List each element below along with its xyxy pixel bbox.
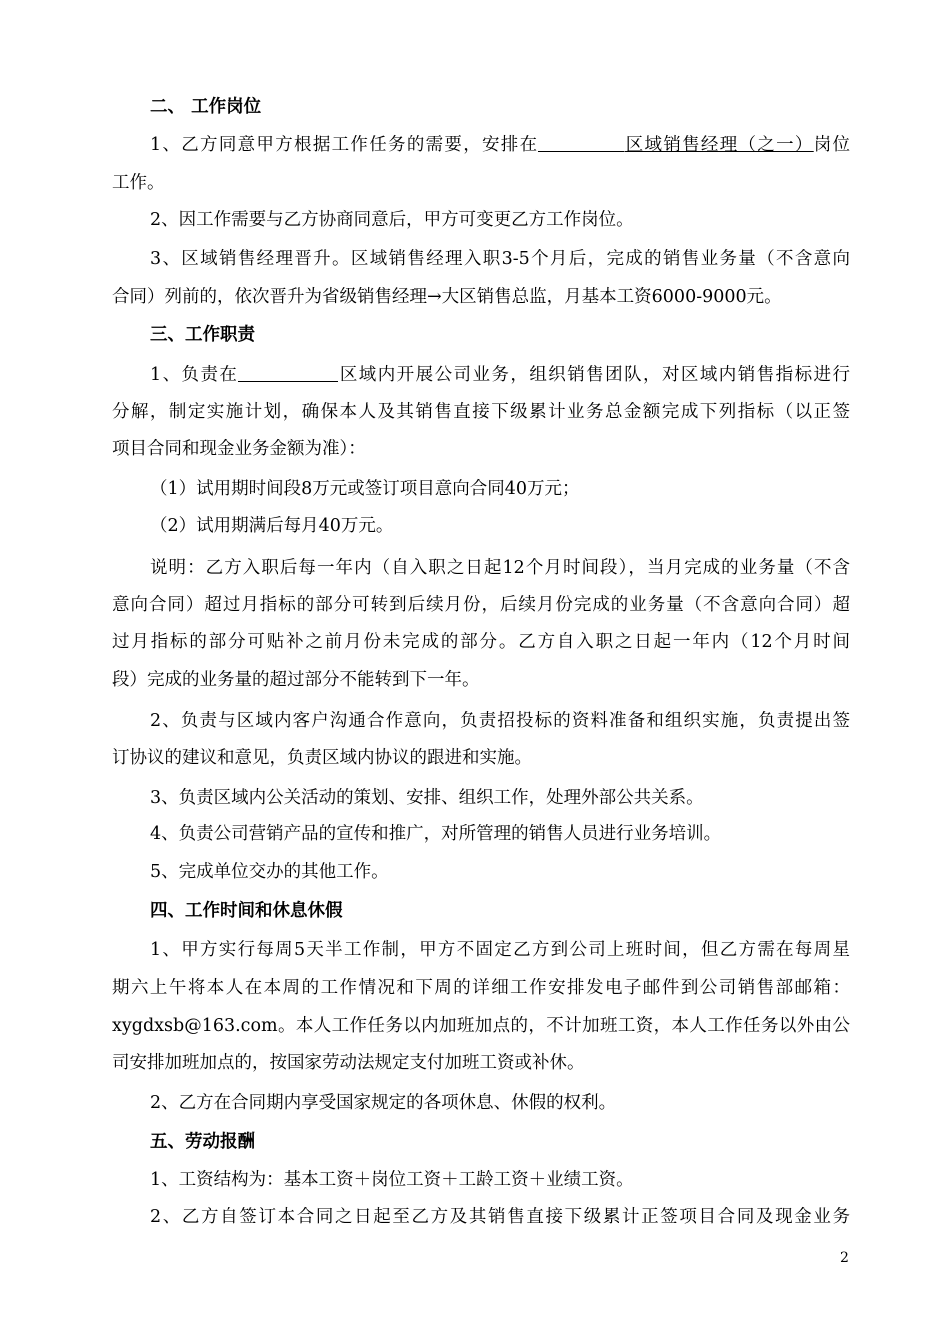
text-line: 司安排加班加点的，按国家劳动法规定支付加班工资或补休。 xyxy=(112,1053,585,1073)
text-segment: 1、乙方同意甲方根据工作任务的需要，安排在 xyxy=(150,135,539,155)
section-heading: 四、工作时间和休息休假 xyxy=(150,901,343,921)
text-line: 2、负责与区域内客户沟通合作意向，负责招投标的资料准备和组织实施，负责提出签 xyxy=(150,711,850,731)
text-line: （1）试用期时间段8万元或签订项目意向合同40万元； xyxy=(150,479,580,499)
text-line: 1、工资结构为：基本工资＋岗位工资＋工龄工资＋业绩工资。 xyxy=(150,1170,634,1190)
text-line: 2、乙方在合同期内享受国家规定的各项休息、休假的权利。 xyxy=(150,1093,617,1113)
text-line xyxy=(150,133,850,157)
text-segment: 1、负责在 xyxy=(150,365,239,385)
section-heading: 五、劳动报酬 xyxy=(150,1132,255,1152)
underlined-text: 区域销售经理（之一） xyxy=(624,135,814,155)
page-number: 2 xyxy=(840,1250,849,1266)
section-heading: 二、 工作岗位 xyxy=(150,97,262,117)
text-line: 3、负责区域内公关活动的策划、安排、组织工作，处理外部公共关系。 xyxy=(150,788,704,808)
text-line: 3、区域销售经理晋升。区域销售经理入职3-5个月后，完成的销售业务量（不含意向 xyxy=(150,249,850,269)
text-line: 期六上午将本人在本周的工作情况和下周的详细工作安排发电子邮件到公司销售部邮箱： xyxy=(112,978,850,998)
text-line: 合同）列前的，依次晋升为省级销售经理→大区销售总监，月基本工资6000-9000元。 xyxy=(112,287,782,307)
text-line: 2、因工作需要与乙方协商同意后，甲方可变更乙方工作岗位。 xyxy=(150,210,634,230)
text-line: 5、完成单位交办的其他工作。 xyxy=(150,862,389,882)
fill-in-blank xyxy=(538,133,624,152)
text-line xyxy=(150,363,850,387)
text-line: 2、乙方自签订本合同之日起至乙方及其销售直接下级累计正签项目合同及现金业务 xyxy=(150,1207,850,1227)
text-line: 项目合同和现金业务金额为准）： xyxy=(112,439,366,459)
text-line: 工作。 xyxy=(112,173,165,193)
section-heading: 三、工作职责 xyxy=(150,325,255,345)
text-line: xygdxsb@163.com。本人工作任务以内加班加点的，不计加班工资，本人工作任务以外由公 xyxy=(112,1016,850,1036)
text-line: 意向合同）超过月指标的部分可转到后续月份，后续月份完成的业务量（不含意向合同）超 xyxy=(112,595,850,615)
text-line: 4、负责公司营销产品的宣传和推广，对所管理的销售人员进行业务培训。 xyxy=(150,824,722,844)
text-line: 分解，制定实施计划，确保本人及其销售直接下级累计业务总金额完成下列指标（以正签 xyxy=(112,402,850,422)
text-line: （2）试用期满后每月40万元。 xyxy=(150,516,394,536)
text-segment: 区域内开展公司业务，组织销售团队，对区域内销售指标进行 xyxy=(338,365,851,385)
text-line: 段）完成的业务量的超过部分不能转到下一年。 xyxy=(112,670,480,690)
text-segment: 岗位 xyxy=(813,135,851,155)
text-line: 订协议的建议和意见，负责区域内协议的跟进和实施。 xyxy=(112,748,532,768)
text-line: 1、甲方实行每周5天半工作制，甲方不固定乙方到公司上班时间，但乙方需在每周星 xyxy=(150,940,850,960)
text-line: 说明：乙方入职后每一年内（自入职之日起12个月时间段），当月完成的业务量（不含 xyxy=(150,558,850,578)
text-line: 过月指标的部分可贴补之前月份未完成的部分。乙方自入职之日起一年内（12个月时间 xyxy=(112,632,850,652)
fill-in-blank xyxy=(238,363,338,382)
